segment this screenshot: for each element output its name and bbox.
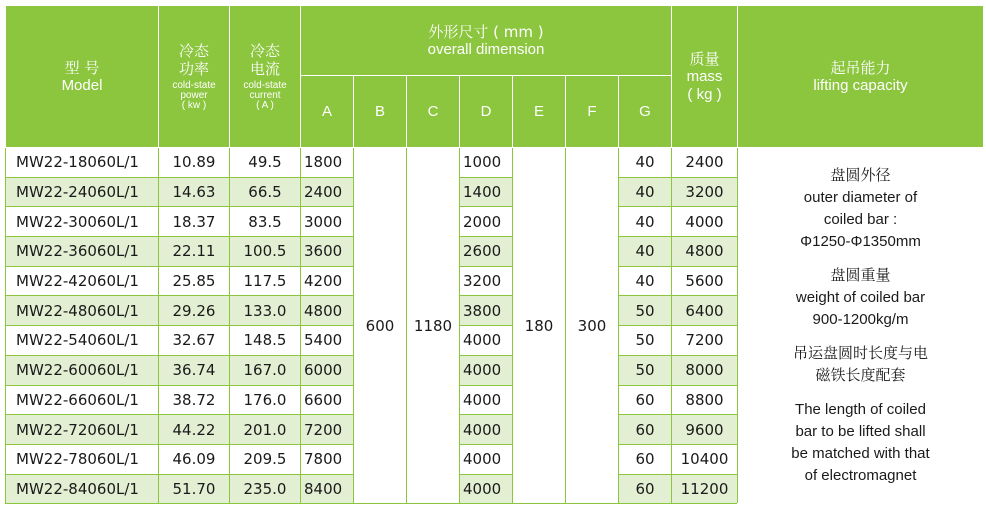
cell-model: MW22-42060L/1 bbox=[6, 266, 159, 296]
lift-note-en2: bar to be lifted shall bbox=[795, 422, 926, 440]
cell-model: MW22-30060L/1 bbox=[6, 207, 159, 237]
cell-dim-d: 3200 bbox=[460, 266, 513, 296]
lift-note-en3: be matched with that bbox=[791, 444, 930, 462]
cell-dim-a: 5400 bbox=[301, 326, 354, 356]
cell-power: 25.85 bbox=[159, 266, 230, 296]
header-dimension-cn: 外形尺寸 ( mm ) bbox=[428, 22, 544, 41]
cell-current: 209.5 bbox=[230, 444, 301, 474]
cell-power: 29.26 bbox=[159, 296, 230, 326]
header-power-unit: ( kw ) bbox=[181, 100, 207, 111]
cell-dim-g: 40 bbox=[619, 237, 672, 267]
lift-note-en4: of electromagnet bbox=[804, 466, 917, 484]
cell-dim-e: 180 bbox=[513, 148, 566, 504]
cell-model: MW22-36060L/1 bbox=[6, 237, 159, 267]
cell-current: 167.0 bbox=[230, 355, 301, 385]
cell-dim-a: 4200 bbox=[301, 266, 354, 296]
cell-model: MW22-72060L/1 bbox=[6, 415, 159, 445]
cell-dim-a: 7800 bbox=[301, 444, 354, 474]
cell-lifting-capacity bbox=[738, 148, 984, 504]
cell-current: 235.0 bbox=[230, 474, 301, 504]
cell-power: 18.37 bbox=[159, 207, 230, 237]
cell-current: 117.5 bbox=[230, 266, 301, 296]
cell-model: MW22-54060L/1 bbox=[6, 326, 159, 356]
cell-model: MW22-60060L/1 bbox=[6, 355, 159, 385]
cell-model: MW22-66060L/1 bbox=[6, 385, 159, 415]
cell-power: 36.74 bbox=[159, 355, 230, 385]
cell-current: 176.0 bbox=[230, 385, 301, 415]
cell-current: 133.0 bbox=[230, 296, 301, 326]
cell-mass: 7200 bbox=[672, 326, 738, 356]
header-current-en: cold-state current bbox=[243, 80, 287, 101]
header-power bbox=[159, 6, 230, 148]
header-current bbox=[230, 6, 301, 148]
header-dim-e: E bbox=[513, 76, 566, 148]
cell-mass: 8000 bbox=[672, 355, 738, 385]
cell-dim-a: 1800 bbox=[301, 148, 354, 178]
cell-current: 201.0 bbox=[230, 415, 301, 445]
cell-dim-g: 60 bbox=[619, 415, 672, 445]
cell-power: 22.11 bbox=[159, 237, 230, 267]
cell-dim-a: 3600 bbox=[301, 237, 354, 267]
lift-outer-cn: 盘圆外径 bbox=[830, 166, 891, 184]
header-mass-cn: 质量 bbox=[689, 49, 720, 68]
spec-table bbox=[5, 5, 984, 504]
header-lifting-cn: 起吊能力 bbox=[830, 58, 891, 77]
cell-power: 14.63 bbox=[159, 177, 230, 207]
cell-dim-b: 600 bbox=[354, 148, 407, 504]
cell-dim-d: 1400 bbox=[460, 177, 513, 207]
cell-mass: 5600 bbox=[672, 266, 738, 296]
header-model-en: Model bbox=[61, 76, 103, 94]
lift-weight-cn: 盘圆重量 bbox=[830, 266, 891, 284]
lift-weight-en: weight of coiled bar bbox=[795, 288, 926, 306]
cell-mass: 8800 bbox=[672, 385, 738, 415]
cell-dim-d: 4000 bbox=[460, 385, 513, 415]
header-dim-g: G bbox=[619, 76, 672, 148]
lift-note-cn1: 吊运盘圆时长度与电 bbox=[792, 344, 928, 362]
cell-current: 100.5 bbox=[230, 237, 301, 267]
cell-dim-a: 6000 bbox=[301, 355, 354, 385]
header-current-cn: 冷态 电流 bbox=[249, 42, 280, 78]
cell-model: MW22-78060L/1 bbox=[6, 444, 159, 474]
header-dim-d: D bbox=[460, 76, 513, 148]
cell-current: 83.5 bbox=[230, 207, 301, 237]
cell-current: 148.5 bbox=[230, 326, 301, 356]
cell-model: MW22-84060L/1 bbox=[6, 474, 159, 504]
lift-outer-en1: outer diameter of bbox=[803, 188, 918, 206]
cell-dim-d: 4000 bbox=[460, 415, 513, 445]
cell-dim-a: 4800 bbox=[301, 296, 354, 326]
cell-dim-d: 3800 bbox=[460, 296, 513, 326]
cell-model: MW22-48060L/1 bbox=[6, 296, 159, 326]
header-dimension bbox=[301, 6, 672, 76]
cell-dim-d: 2600 bbox=[460, 237, 513, 267]
lift-outer-en2: coiled bar : bbox=[823, 210, 898, 228]
spec-table-wrapper bbox=[5, 5, 984, 504]
cell-dim-g: 60 bbox=[619, 385, 672, 415]
cell-mass: 10400 bbox=[672, 444, 738, 474]
cell-dim-a: 3000 bbox=[301, 207, 354, 237]
header-model-cn: 型 号 bbox=[64, 58, 100, 77]
cell-dim-a: 7200 bbox=[301, 415, 354, 445]
cell-current: 66.5 bbox=[230, 177, 301, 207]
header-mass-en: mass bbox=[686, 67, 723, 85]
header-lifting-en: lifting capacity bbox=[813, 76, 908, 94]
cell-dim-g: 60 bbox=[619, 474, 672, 504]
header-mass-unit: ( kg ) bbox=[687, 85, 722, 103]
table-row bbox=[6, 148, 984, 178]
cell-power: 44.22 bbox=[159, 415, 230, 445]
header-power-cn: 冷态 功率 bbox=[178, 42, 209, 78]
cell-dim-d: 4000 bbox=[460, 474, 513, 504]
cell-power: 32.67 bbox=[159, 326, 230, 356]
header-power-en: cold-state power bbox=[172, 80, 216, 101]
header-dimension-en: overall dimension bbox=[427, 40, 545, 58]
cell-dim-d: 2000 bbox=[460, 207, 513, 237]
cell-power: 10.89 bbox=[159, 148, 230, 178]
cell-dim-d: 1000 bbox=[460, 148, 513, 178]
cell-dim-g: 40 bbox=[619, 266, 672, 296]
cell-current: 49.5 bbox=[230, 148, 301, 178]
lift-weight-range: 900-1200kg/m bbox=[812, 310, 909, 328]
cell-mass: 3200 bbox=[672, 177, 738, 207]
cell-dim-g: 50 bbox=[619, 355, 672, 385]
cell-model: MW22-24060L/1 bbox=[6, 177, 159, 207]
cell-dim-d: 4000 bbox=[460, 355, 513, 385]
cell-dim-a: 6600 bbox=[301, 385, 354, 415]
cell-dim-c: 1180 bbox=[407, 148, 460, 504]
cell-dim-f: 300 bbox=[566, 148, 619, 504]
lift-note-en1: The length of coiled bbox=[795, 400, 926, 418]
header-dim-f: F bbox=[566, 76, 619, 148]
cell-dim-g: 50 bbox=[619, 326, 672, 356]
cell-power: 46.09 bbox=[159, 444, 230, 474]
lift-note-cn2: 磁铁长度配套 bbox=[815, 366, 906, 384]
cell-mass: 4000 bbox=[672, 207, 738, 237]
cell-mass: 11200 bbox=[672, 474, 738, 504]
cell-model: MW22-18060L/1 bbox=[6, 148, 159, 178]
cell-dim-d: 4000 bbox=[460, 326, 513, 356]
header-dim-c: C bbox=[407, 76, 460, 148]
lift-outer-range: Φ1250-Φ1350mm bbox=[800, 232, 921, 250]
header-dim-b: B bbox=[354, 76, 407, 148]
header-dim-a: A bbox=[301, 76, 354, 148]
header-model bbox=[6, 6, 159, 148]
cell-mass: 9600 bbox=[672, 415, 738, 445]
cell-dim-g: 40 bbox=[619, 177, 672, 207]
cell-mass: 4800 bbox=[672, 237, 738, 267]
cell-mass: 2400 bbox=[672, 148, 738, 178]
cell-mass: 6400 bbox=[672, 296, 738, 326]
header-mass bbox=[672, 6, 738, 148]
cell-dim-g: 50 bbox=[619, 296, 672, 326]
table-body bbox=[6, 148, 984, 504]
header-lifting bbox=[738, 6, 984, 148]
cell-dim-g: 40 bbox=[619, 148, 672, 178]
cell-dim-g: 40 bbox=[619, 207, 672, 237]
cell-power: 51.70 bbox=[159, 474, 230, 504]
cell-dim-a: 8400 bbox=[301, 474, 354, 504]
cell-dim-g: 60 bbox=[619, 444, 672, 474]
cell-dim-a: 2400 bbox=[301, 177, 354, 207]
cell-power: 38.72 bbox=[159, 385, 230, 415]
header-current-unit: ( A ) bbox=[256, 100, 274, 111]
cell-dim-d: 4000 bbox=[460, 444, 513, 474]
